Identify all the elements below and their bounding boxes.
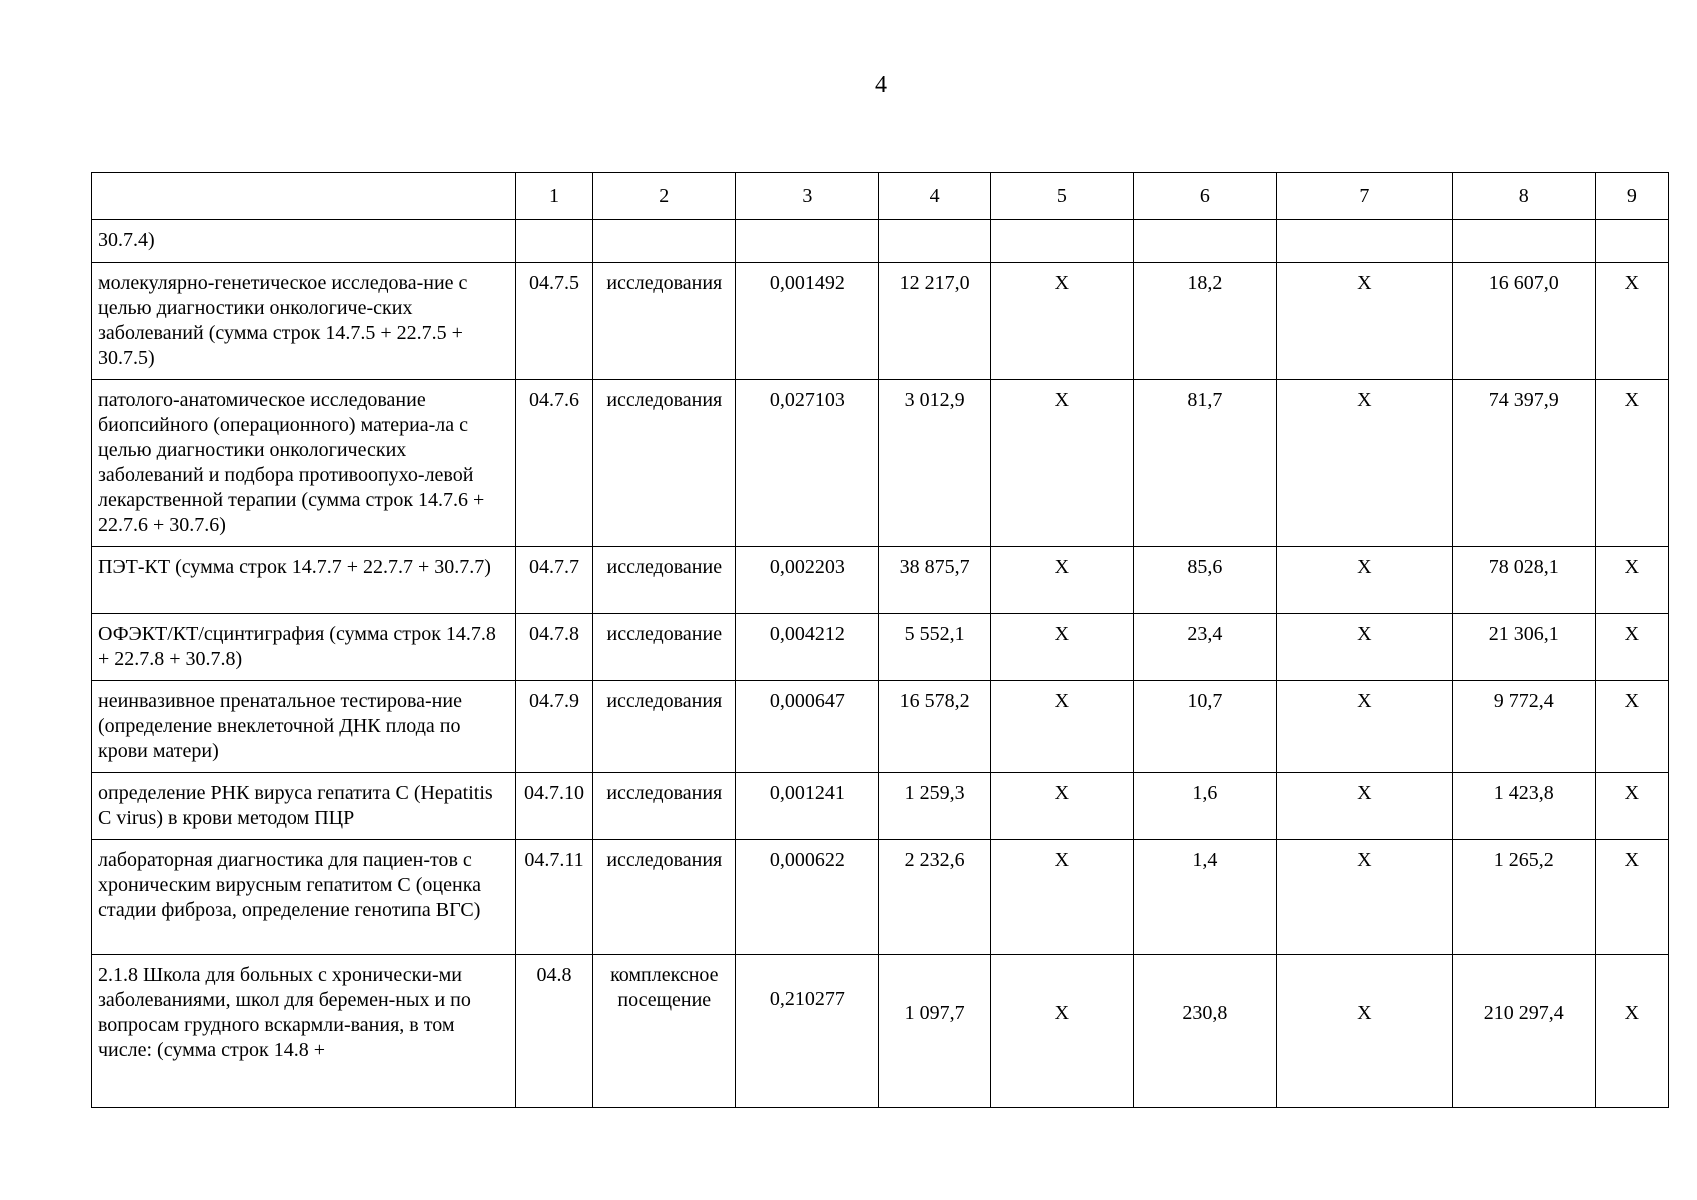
header-cell	[92, 173, 516, 220]
row-code-cell: 04.7.9	[515, 681, 593, 773]
row-name-cell: определение РНК вируса гепатита С (Hepatitis C virus) в крови методом ПЦР	[92, 773, 516, 840]
row-cost-cell: 1 097,7	[879, 955, 990, 1108]
row-col5-cell: X	[990, 380, 1133, 547]
row-col7-cell: X	[1276, 681, 1452, 773]
row-cost-cell: 38 875,7	[879, 547, 990, 614]
row-norm-cell: 0,027103	[736, 380, 879, 547]
table-row	[92, 681, 1669, 773]
table-row	[92, 263, 1669, 380]
row-col6-cell: 23,4	[1133, 614, 1276, 681]
row-col5-cell: X	[990, 614, 1133, 681]
row-col9-cell: X	[1595, 547, 1668, 614]
row-col6-cell	[1133, 220, 1276, 263]
row-norm-cell: 0,210277	[736, 955, 879, 1108]
row-col6-cell: 1,6	[1133, 773, 1276, 840]
header-cell: 8	[1452, 173, 1595, 220]
row-code-cell: 04.7.10	[515, 773, 593, 840]
row-col8-cell: 16 607,0	[1452, 263, 1595, 380]
row-code-cell: 04.7.5	[515, 263, 593, 380]
header-cell: 6	[1133, 173, 1276, 220]
row-name-cell: 2.1.8 Школа для больных с хронически-ми заболеваниями, школ для беремен-ных и по вопросам грудного вскармли-вания, в том числе: (сумма строк 14.8 +	[92, 955, 516, 1108]
row-col6-cell: 85,6	[1133, 547, 1276, 614]
row-col6-cell: 230,8	[1133, 955, 1276, 1108]
row-name-cell: ПЭТ-КТ (сумма строк 14.7.7 + 22.7.7 + 30.7.7)	[92, 547, 516, 614]
row-norm-cell: 0,001241	[736, 773, 879, 840]
row-col5-cell: X	[990, 840, 1133, 955]
header-cell: 9	[1595, 173, 1668, 220]
row-unit-cell: исследования	[593, 840, 736, 955]
row-unit-cell: комплексное посещение	[593, 955, 736, 1108]
row-col7-cell	[1276, 220, 1452, 263]
row-cost-cell: 5 552,1	[879, 614, 990, 681]
row-col8-cell: 1 265,2	[1452, 840, 1595, 955]
row-cost-cell: 12 217,0	[879, 263, 990, 380]
row-code-cell	[515, 220, 593, 263]
row-code-cell: 04.7.7	[515, 547, 593, 614]
header-cell: 1	[515, 173, 593, 220]
row-norm-cell: 0,004212	[736, 614, 879, 681]
row-col9-cell: X	[1595, 681, 1668, 773]
row-col7-cell: X	[1276, 773, 1452, 840]
row-unit-cell	[593, 220, 736, 263]
page-number: 4	[875, 72, 887, 98]
row-cost-cell: 1 259,3	[879, 773, 990, 840]
row-cost-cell: 3 012,9	[879, 380, 990, 547]
row-col8-cell: 74 397,9	[1452, 380, 1595, 547]
table-row	[92, 614, 1669, 681]
row-name-cell: 30.7.4)	[92, 220, 516, 263]
row-col5-cell: X	[990, 955, 1133, 1108]
row-col5-cell: X	[990, 263, 1133, 380]
row-col7-cell: X	[1276, 614, 1452, 681]
row-col8-cell	[1452, 220, 1595, 263]
row-unit-cell: исследования	[593, 773, 736, 840]
row-unit-cell: исследование	[593, 547, 736, 614]
row-col6-cell: 1,4	[1133, 840, 1276, 955]
header-cell: 4	[879, 173, 990, 220]
row-col9-cell: X	[1595, 955, 1668, 1108]
header-cell: 7	[1276, 173, 1452, 220]
header-cell: 3	[736, 173, 879, 220]
row-unit-cell: исследования	[593, 263, 736, 380]
header-cell: 2	[593, 173, 736, 220]
row-col8-cell: 78 028,1	[1452, 547, 1595, 614]
row-code-cell: 04.7.8	[515, 614, 593, 681]
data-table	[91, 172, 1669, 1108]
table-row	[92, 547, 1669, 614]
row-col8-cell: 210 297,4	[1452, 955, 1595, 1108]
row-name-cell: неинвазивное пренатальное тестирова-ние (определение внеклеточной ДНК плода по крови матери)	[92, 681, 516, 773]
row-unit-cell: исследование	[593, 614, 736, 681]
row-col7-cell: X	[1276, 380, 1452, 547]
row-col6-cell: 10,7	[1133, 681, 1276, 773]
row-col7-cell: X	[1276, 955, 1452, 1108]
row-code-cell: 04.7.6	[515, 380, 593, 547]
table-row	[92, 380, 1669, 547]
row-col6-cell: 18,2	[1133, 263, 1276, 380]
header-row	[92, 173, 1669, 220]
table-row	[92, 220, 1669, 263]
row-norm-cell	[736, 220, 879, 263]
row-cost-cell	[879, 220, 990, 263]
row-name-cell: патолого-анатомическое исследование биопсийного (операционного) материа-ла с целью диагностики онкологических заболеваний и подбора противоопухо-левой лекарственной терапии (сумма строк 14.7.6 + 22.7.6 + 30.7.6)	[92, 380, 516, 547]
row-name-cell: ОФЭКТ/КТ/сцинтиграфия (сумма строк 14.7.8 + 22.7.8 + 30.7.8)	[92, 614, 516, 681]
table-row	[92, 773, 1669, 840]
row-col9-cell: X	[1595, 773, 1668, 840]
row-col5-cell: X	[990, 547, 1133, 614]
row-col5-cell: X	[990, 681, 1133, 773]
row-col9-cell: X	[1595, 380, 1668, 547]
row-norm-cell: 0,002203	[736, 547, 879, 614]
row-col5-cell: X	[990, 773, 1133, 840]
row-code-cell: 04.8	[515, 955, 593, 1108]
row-name-cell: лабораторная диагностика для пациен-тов с хроническим вирусным гепатитом С (оценка стадии фиброза, определение генотипа ВГС)	[92, 840, 516, 955]
row-code-cell: 04.7.11	[515, 840, 593, 955]
row-col5-cell	[990, 220, 1133, 263]
row-col8-cell: 9 772,4	[1452, 681, 1595, 773]
row-norm-cell: 0,000647	[736, 681, 879, 773]
row-col7-cell: X	[1276, 547, 1452, 614]
table-row	[92, 955, 1669, 1108]
row-col8-cell: 21 306,1	[1452, 614, 1595, 681]
table-row	[92, 840, 1669, 955]
row-norm-cell: 0,001492	[736, 263, 879, 380]
row-unit-cell: исследования	[593, 380, 736, 547]
row-name-cell: молекулярно-генетическое исследова-ние с целью диагностики онкологиче-ских заболеваний (сумма строк 14.7.5 + 22.7.5 + 30.7.5)	[92, 263, 516, 380]
row-col9-cell: X	[1595, 614, 1668, 681]
row-cost-cell: 2 232,6	[879, 840, 990, 955]
row-col6-cell: 81,7	[1133, 380, 1276, 547]
row-col9-cell	[1595, 220, 1668, 263]
row-col9-cell: X	[1595, 263, 1668, 380]
row-col9-cell: X	[1595, 840, 1668, 955]
row-col7-cell: X	[1276, 263, 1452, 380]
row-unit-cell: исследования	[593, 681, 736, 773]
row-norm-cell: 0,000622	[736, 840, 879, 955]
row-cost-cell: 16 578,2	[879, 681, 990, 773]
row-col7-cell: X	[1276, 840, 1452, 955]
row-col8-cell: 1 423,8	[1452, 773, 1595, 840]
header-cell: 5	[990, 173, 1133, 220]
